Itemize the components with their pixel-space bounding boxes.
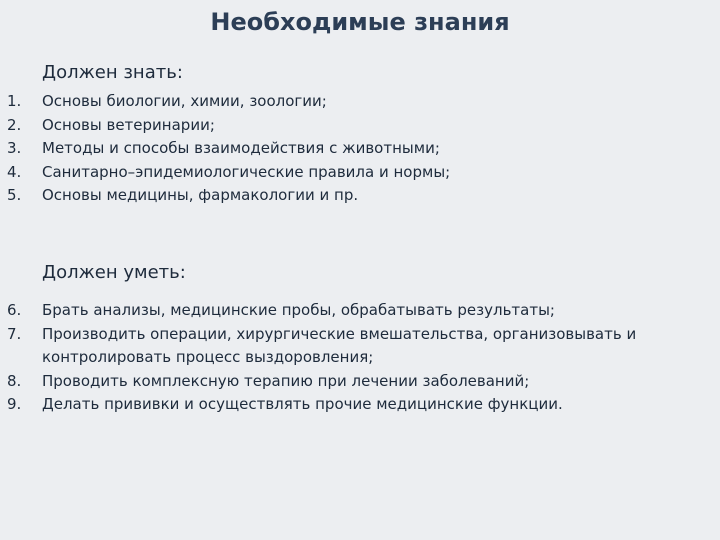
item-number: 3. [7, 139, 22, 157]
list-item [0, 114, 712, 138]
list-item [0, 299, 712, 323]
item-text: Санитарно–эпидемиологические правила и нормы; [42, 162, 451, 181]
item-text: Основы ветеринарии; [42, 115, 215, 134]
item-text: Основы медицины, фармакологии и пр. [42, 186, 359, 204]
item-number: 8. [7, 371, 22, 390]
list-item [0, 137, 712, 161]
item-number: 5. [7, 186, 22, 204]
list-item [0, 393, 712, 417]
item-number: 6. [7, 301, 22, 319]
item-text: Брать анализы, медицинские пробы, обрабатывать результаты; [42, 301, 555, 319]
slide-title: Необходимые знания [210, 8, 510, 36]
item-number: 1. [7, 92, 22, 110]
must-know-list [0, 90, 712, 208]
must-do-heading: Должен уметь: [42, 262, 186, 283]
list-item [0, 370, 712, 394]
item-text: Производить операции, хирургические вмешательства, организовывать и контролировать процесс выздоровления; [42, 324, 637, 366]
list-item [0, 184, 712, 208]
item-text: Проводить комплексную терапию при лечении заболеваний; [42, 371, 530, 390]
item-text: Основы биологии, химии, зоологии; [42, 92, 327, 110]
item-number: 7. [7, 324, 22, 343]
list-item [0, 161, 712, 185]
item-number: 4. [7, 162, 22, 181]
list-item [0, 323, 712, 370]
must-do-list [0, 299, 712, 417]
item-text: Методы и способы взаимодействия с животными; [42, 139, 440, 157]
must-know-heading: Должен знать: [42, 62, 183, 83]
item-text: Делать прививки и осуществлять прочие медицинские функции. [42, 395, 563, 413]
item-number: 2. [7, 115, 22, 134]
list-item [0, 90, 712, 114]
item-number: 9. [7, 395, 22, 413]
